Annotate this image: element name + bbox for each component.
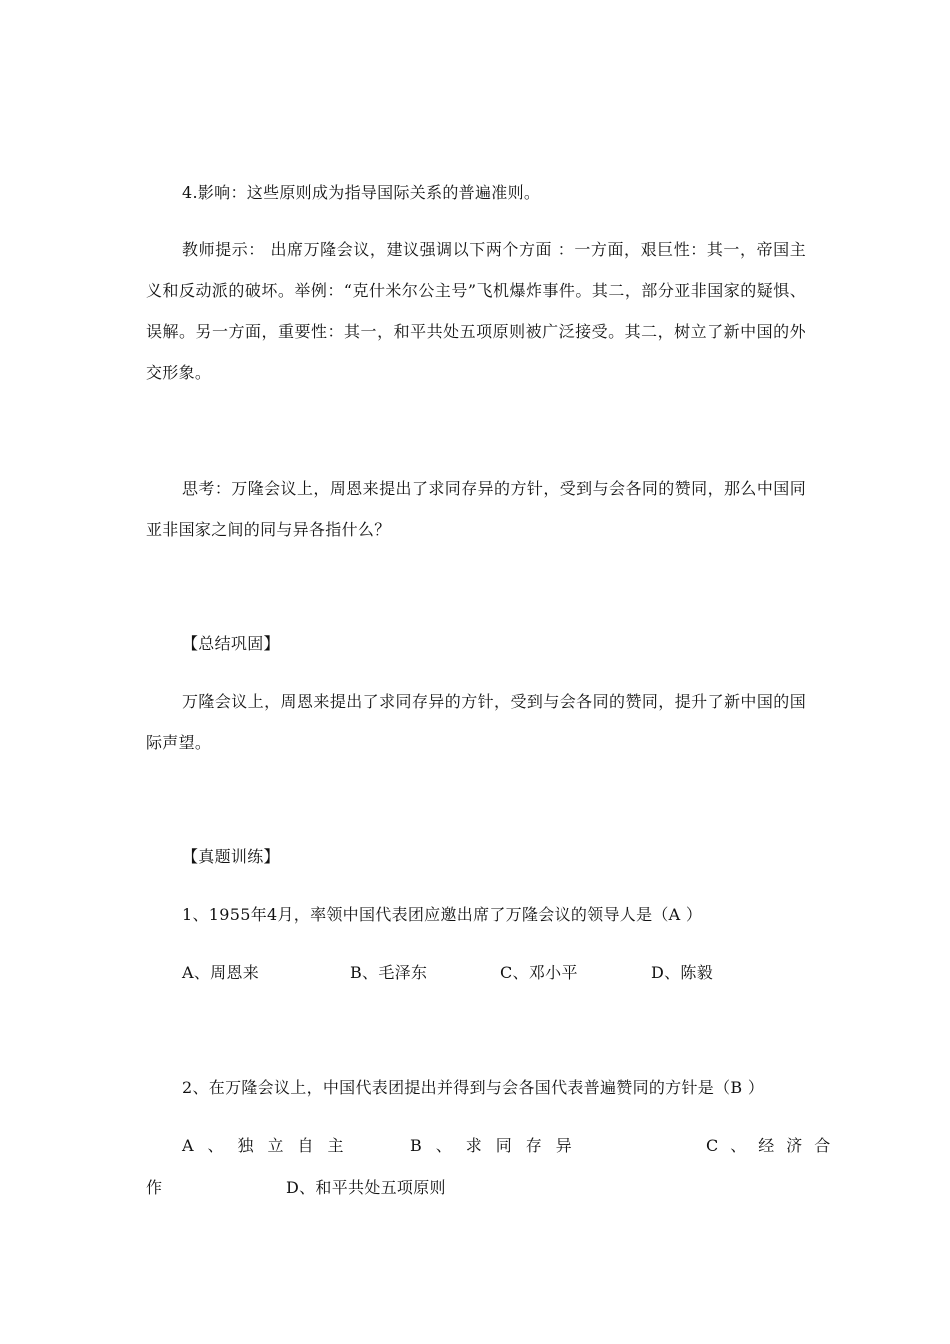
- question-2-option-a: A、独立自主: [182, 1136, 358, 1155]
- influence-line: 4.影响：这些原则成为指导国际关系的普遍准则。: [182, 183, 541, 202]
- thinking-paragraph: 思考：万隆会议上，周恩来提出了求同存异的方针，受到与会各同的赞同，那么中国同亚非国家之间的同与异各指什么？: [146, 479, 806, 539]
- question-2-option-b: B、求同存异: [410, 1136, 586, 1155]
- question-2-stem: 2、在万隆会议上，中国代表团提出并得到与会各国代表普遍赞同的方针是（B ）: [182, 1078, 765, 1097]
- summary-paragraph: 万隆会议上，周恩来提出了求同存异的方针，受到与会各同的赞同，提升了新中国的国际声望。: [146, 692, 806, 752]
- question-1-stem: 1、1955年4月，率领中国代表团应邀出席了万隆会议的领导人是（A ）: [182, 905, 703, 924]
- teacher-tip-paragraph: 教师提示： 出席万隆会议，建议强调以下两个方面 ：一方面，艰巨性：其一，帝国主义和反动派的破坏。举例：“克什米尔公主号”飞机爆炸事件。其二，部分亚非国家的疑惧、误解。另一方面，重要性：其一，和平共处五项原则被广泛接受。其二，树立了新中国的外交形象。: [146, 240, 806, 382]
- question-1-option-c: C、邓小平: [500, 963, 578, 982]
- question-1-option-a: A、周恩来: [182, 963, 260, 982]
- question-1-option-d: D、陈毅: [651, 963, 714, 982]
- question-2-option-c: C、经济合: [706, 1136, 843, 1155]
- question-1-option-b: B、毛泽东: [350, 963, 428, 982]
- summary-heading: 【总结巩固】: [182, 634, 280, 653]
- question-2-option-d: D、和平共处五项原则: [286, 1178, 446, 1197]
- question-2-option-c-wrap: 作: [146, 1178, 163, 1197]
- practice-heading: 【真题训练】: [182, 847, 280, 866]
